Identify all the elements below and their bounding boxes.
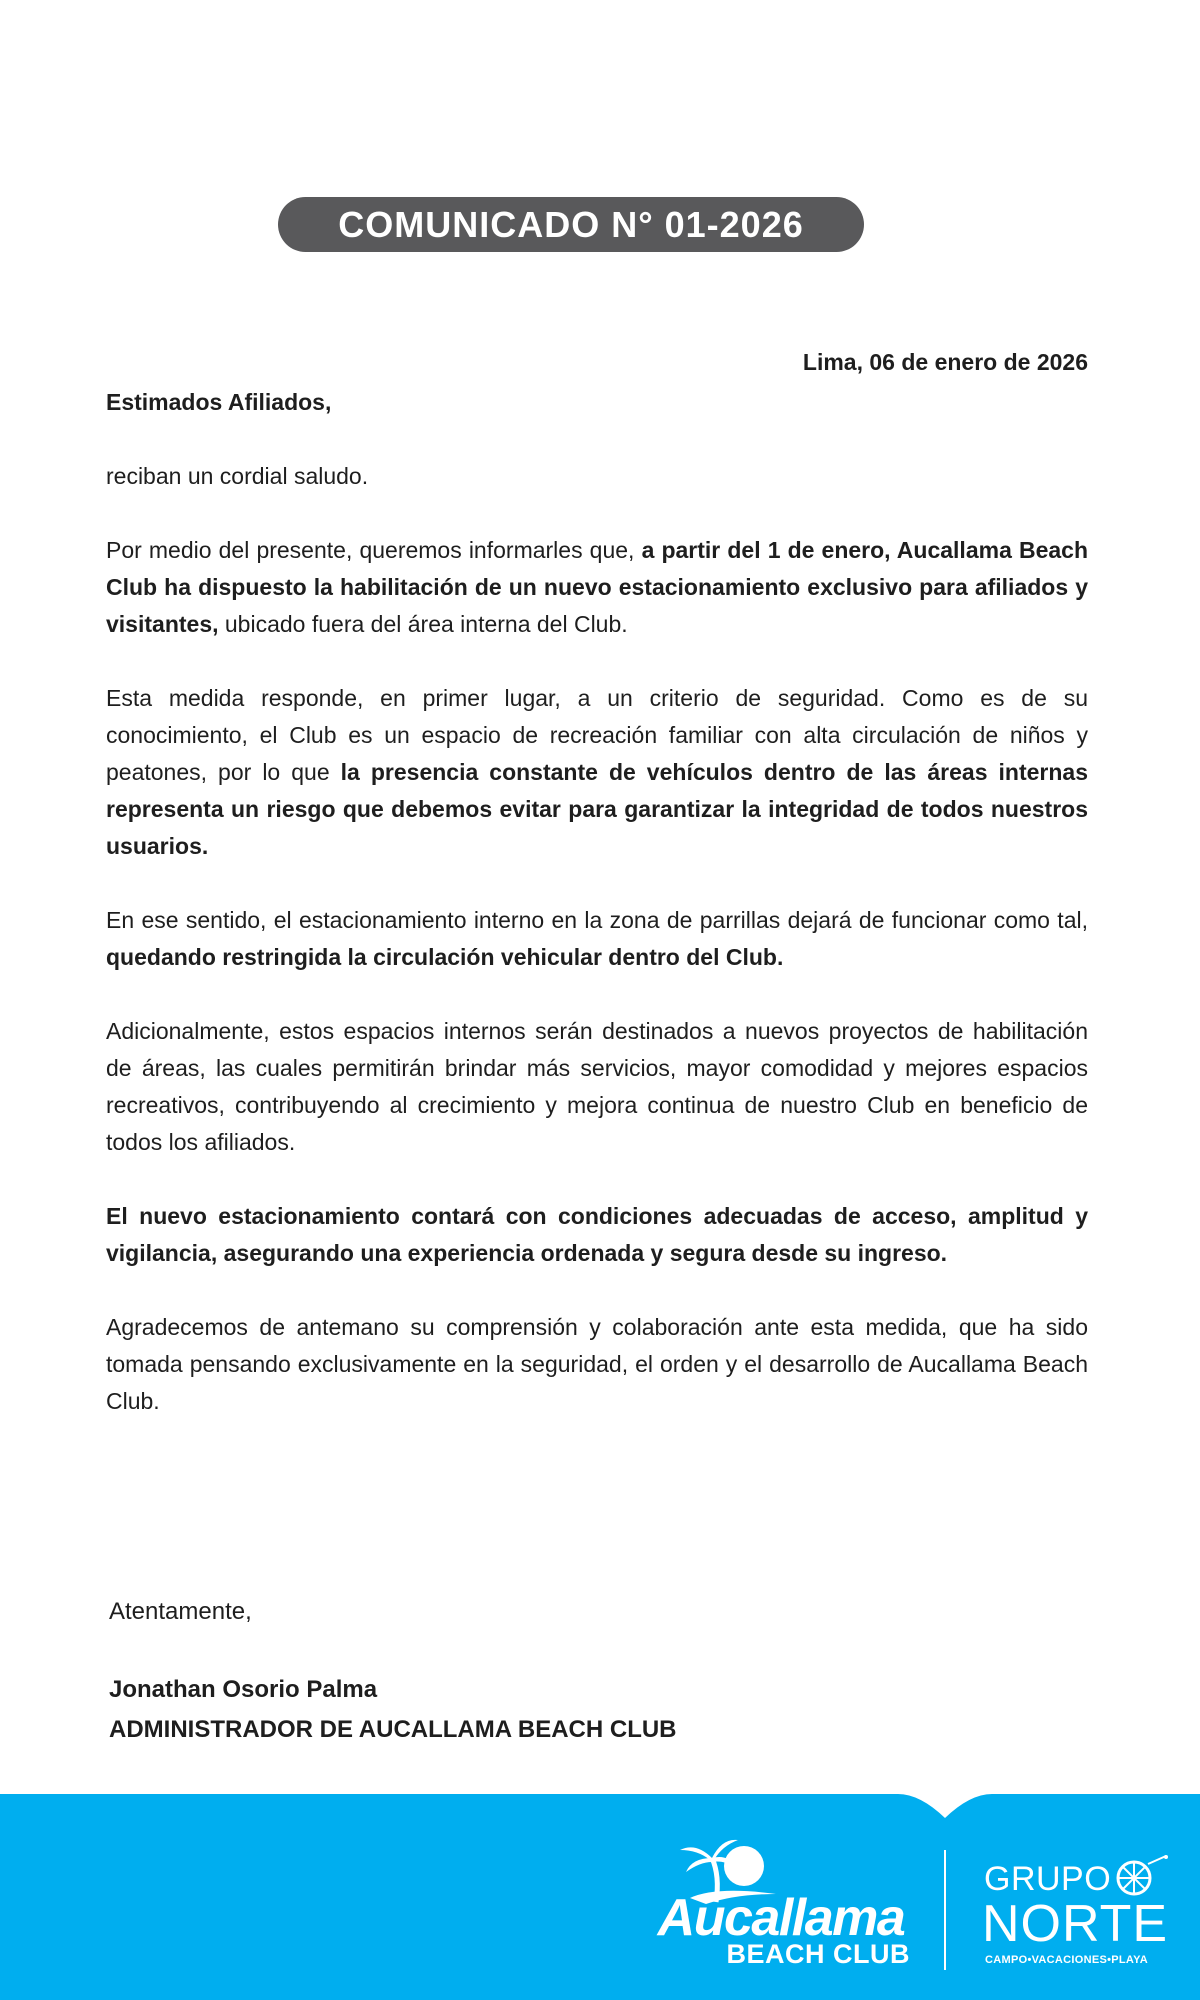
grupo-norte-tagline: CAMPO•VACACIONES•PLAYA bbox=[985, 1954, 1149, 1966]
page-title: COMUNICADO N° 01-2026 bbox=[338, 203, 804, 245]
letter-date: Lima, 06 de enero de 2026 bbox=[802, 349, 1088, 375]
signature-block bbox=[109, 1670, 677, 1750]
beach-club-wordmark: BEACH CLUB bbox=[726, 1939, 910, 1969]
greeting: Estimados Afiliados, bbox=[106, 389, 332, 415]
grupo-wordmark: GRUPO bbox=[984, 1860, 1112, 1898]
paragraph-6: Agradecemos de antemano su comprensión y colaboración ante esta medida, que ha sido tomada pensando exclusivamente en la seguridad, el orden y el desarrollo de Aucallama Beach Club. bbox=[106, 1314, 1088, 1414]
paragraph-3-bold: quedando restringida la circulación vehicular dentro del Club. bbox=[106, 944, 784, 970]
paragraph-2 bbox=[106, 680, 1088, 865]
signature-role: ADMINISTRADOR DE AUCALLAMA BEACH CLUB bbox=[109, 1716, 677, 1743]
paragraph-3-text: En ese sentido, el estacionamiento interno en la zona de parrillas dejará de funcionar como tal, bbox=[106, 907, 1088, 933]
paragraph-1-bold: a partir del 1 de enero, Aucallama Beach Club ha dispuesto la habilitación de un nuevo estacionamiento exclusivo para afiliados y visitantes, bbox=[106, 537, 1088, 637]
logo-divider bbox=[944, 1850, 946, 1970]
ferris-wheel-icon bbox=[1110, 1854, 1170, 1900]
salutation: reciban un cordial saludo. bbox=[106, 463, 369, 489]
aucallama-logo bbox=[646, 1836, 916, 1969]
closing: Atentamente, bbox=[109, 1598, 252, 1625]
paragraph-4: Adicionalmente, estos espacios internos serán destinados a nuevos proyectos de habilitación de áreas, las cuales permitirán brindar más servicios, mayor comodidad y mejores espacios recreativos, contribuyendo al crecimiento y mejora continua de nuestro Club en beneficio de todos los afiliados. bbox=[106, 1018, 1088, 1155]
letter-body bbox=[106, 384, 1088, 1457]
grupo-norte-logo bbox=[982, 1854, 1182, 1972]
paragraph-5 bbox=[106, 1198, 1088, 1272]
paragraph-1 bbox=[106, 532, 1088, 643]
title-banner bbox=[278, 197, 864, 252]
aucallama-wordmark: Aucallama bbox=[657, 1889, 905, 1947]
paragraph-1-text-a: Por medio del presente, queremos informarles que, bbox=[106, 537, 642, 563]
paragraph-2-bold: la presencia constante de vehículos dentro de las áreas internas representa un riesgo que debemos evitar para garantizar la integridad de todos nuestros usuarios. bbox=[106, 759, 1088, 859]
signature-name: Jonathan Osorio Palma bbox=[109, 1676, 378, 1703]
norte-wordmark: NORTE bbox=[982, 1895, 1169, 1953]
paragraph-5-bold: El nuevo estacionamiento contará con condiciones adecuadas de acceso, amplitud y vigilancia, asegurando una experiencia ordenada y segura desde su ingreso. bbox=[106, 1203, 1088, 1266]
paragraph-2-text: Esta medida responde, en primer lugar, a un criterio de seguridad. Como es de su conocimiento, el Club es un espacio de recreación familiar con alta circulación de niños y peatones, por lo que bbox=[106, 685, 1088, 785]
paragraph-3 bbox=[106, 902, 1088, 976]
paragraph-1-text-b: ubicado fuera del área interna del Club. bbox=[218, 611, 628, 637]
